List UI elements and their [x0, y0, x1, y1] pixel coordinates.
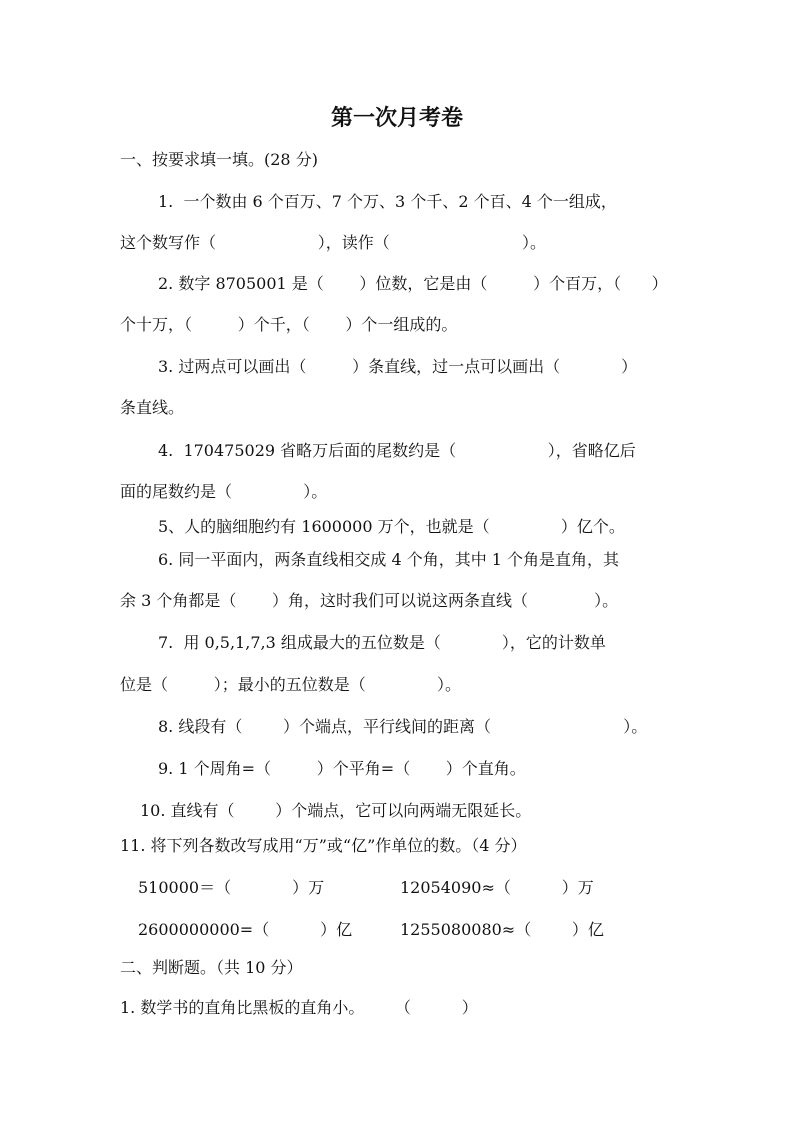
question-4-line-1: 4. 170475029 省略万后面的尾数约是（ ），省略亿后 [158, 441, 636, 460]
question-3-line-1: 3. 过两点可以画出（ ）条直线，过一点可以画出（ ） [158, 357, 638, 376]
question-6-line-2: 余 3 个角都是（ ）角，这时我们可以说这两条直线（ ）。 [120, 591, 619, 610]
question-11-item-b: 12054090≈（ ）万 [400, 878, 594, 897]
question-4-line-2: 面的尾数约是（ ）。 [120, 482, 328, 501]
question-1-line-1: 1. 一个数由 6 个百万、7 个万、3 个千、2 个百、4 个一组成， [158, 192, 617, 211]
question-2-line-1: 2. 数字 8705001 是（ ）位数，它是由（ ）个百万，（ ） [158, 274, 668, 293]
question-8: 8. 线段有（ ）个端点，平行线间的距离（ ）。 [158, 717, 648, 736]
section-2-heading: 二、判断题。（共 10 分） [120, 958, 303, 977]
question-11-heading: 11. 将下列各数改写成用“万”或“亿”作单位的数。（4 分） [120, 836, 527, 855]
question-7-line-1: 7. 用 0,5,1,7,3 组成最大的五位数是（ ），它的计数单 [158, 633, 606, 652]
question-2-line-2: 个十万，（ ）个千，（ ）个一组成的。 [120, 315, 458, 334]
question-11-item-d: 1255080080≈（ ）亿 [400, 920, 604, 939]
section-2-question-1: 1. 数学书的直角比黑板的直角小。 （ ） [120, 998, 478, 1017]
question-11-item-c: 2600000000=（ ）亿 [138, 920, 353, 939]
question-1-line-2: 这个数写作（ ），读作（ ）。 [120, 233, 546, 252]
question-7-line-2: 位是（ ）；最小的五位数是（ ）。 [120, 675, 461, 694]
exam-title: 第一次月考卷 [330, 105, 463, 131]
question-11-item-a: 510000＝（ ）万 [138, 878, 325, 897]
question-6-line-1: 6. 同一平面内，两条直线相交成 4 个角，其中 1 个角是直角，其 [158, 550, 620, 569]
question-10: 10. 直线有（ ）个端点，它可以向两端无限延长。 [140, 801, 532, 820]
question-5: 5、人的脑细胞约有 1600000 万个，也就是（ ）亿个。 [158, 517, 625, 536]
section-1-heading: 一、按要求填一填。(28 分) [120, 150, 318, 169]
question-9: 9. 1 个周角=（ ）个平角=（ ）个直角。 [158, 759, 526, 778]
question-3-line-2: 条直线。 [120, 398, 185, 417]
